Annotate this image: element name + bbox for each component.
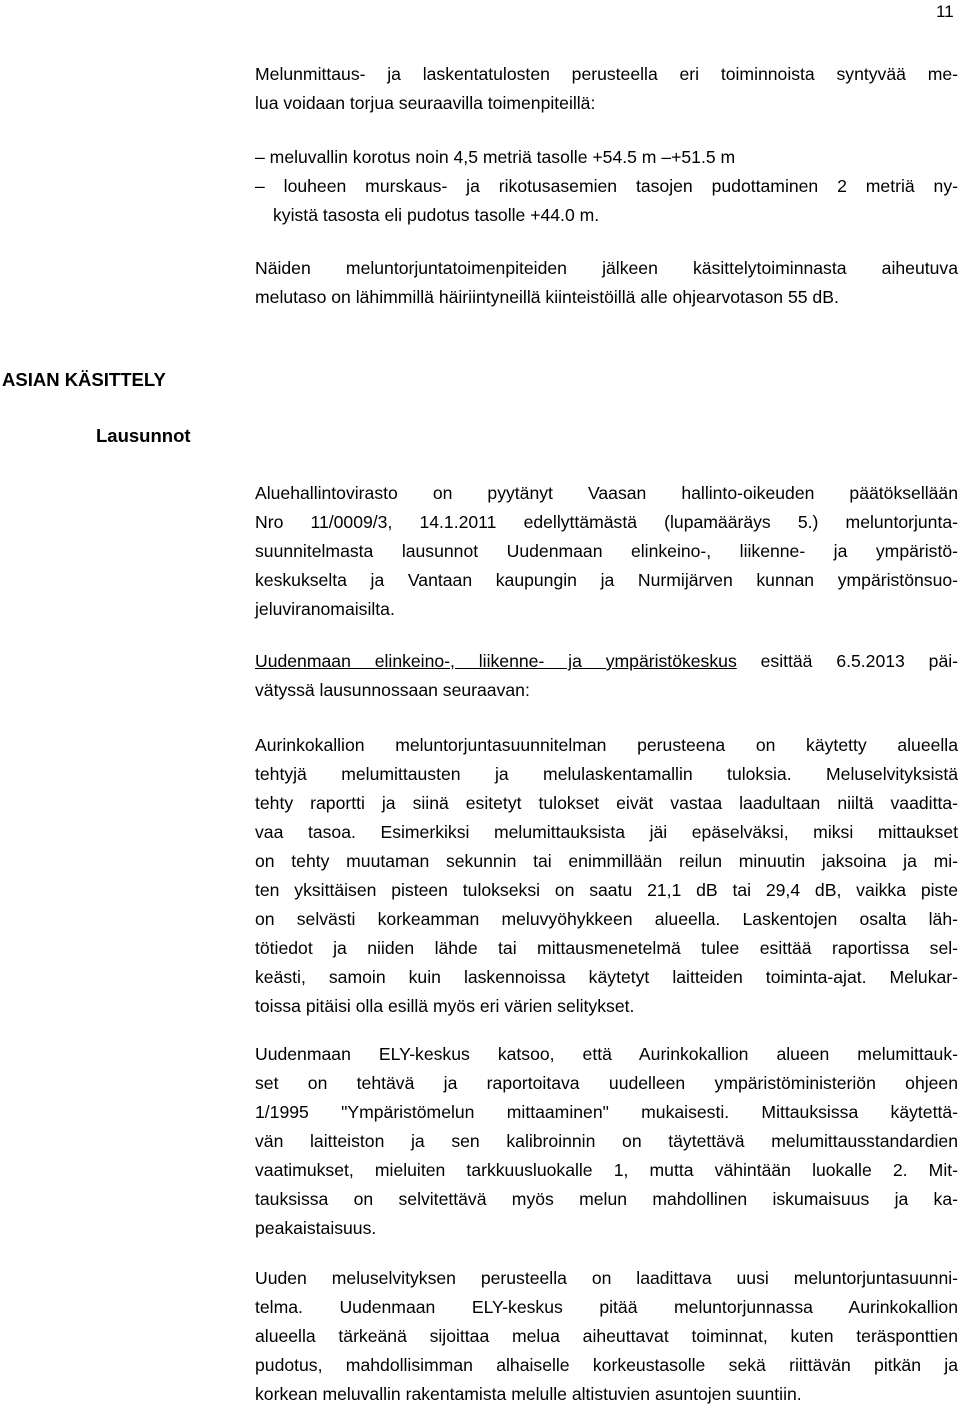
text-line: suunnitelmasta lausunnot Uudenmaan elinkeino-, liikenne- ja ympäristö- [255,541,958,561]
measures-list [255,143,958,230]
text-line: Uudenmaan ELY-keskus katsoo, että Aurinkokallion alueen melumittauk- [255,1044,958,1064]
text-line: on selvästi korkeamman meluvyöhykkeen alueella. Laskentojen osalta läh- [255,909,958,929]
text-line: toissa pitäisi olla esillä myös eri värien selitykset. [255,996,635,1016]
text-line [255,647,958,676]
list-item-continuation: kyistä tasosta eli pudotus tasolle +44.0 m. [273,205,600,225]
statements-request-paragraph [255,479,958,624]
text-line: tehty raportti ja siinä esitetyt tulokset eivät vastaa laadultaan niiltä vaaditta- [255,793,958,813]
text-line: korkean meluvallin rakentamista melulle altistuvien asuntojen suuntiin. [255,1384,802,1404]
ely-intro-rest: esittää 6.5.2013 päi- [736,651,958,671]
section-heading: ASIAN KÄSITTELY [2,369,166,390]
text-line: Uuden meluselvityksen perusteella on laadittava uusi meluntorjuntasuunni- [255,1268,958,1288]
ely-paragraph-3 [255,1264,958,1409]
ely-paragraph-1 [255,731,958,1021]
text-line: pudotus, mahdollisimman alhaiselle korkeustasolle sekä riittävän pitkän ja [255,1355,958,1375]
ely-paragraph-2 [255,1040,958,1243]
ely-name-underlined: Uudenmaan elinkeino-, liikenne- ja ympäristökeskus [255,651,737,671]
subheading: Lausunnot [96,425,191,446]
text-line: peakaistaisuus. [255,1218,377,1238]
noise-level-paragraph [255,254,958,312]
list-item: – meluvallin korotus noin 4,5 metriä tasolle +54.5 m –+51.5 m [255,147,736,167]
ely-intro-paragraph [255,647,958,705]
text-line: on tehty muutaman sekunnin tai enimmillään reilun minuutin jaksoina ja mi- [255,851,958,871]
text-line: tötiedot ja niiden lähde tai mittausmenetelmä tulee esittää raportissa sel- [255,938,958,958]
text-line: melutaso on lähimmillä häiriintyneillä kiinteistöillä alle ohjearvotason 55 dB. [255,287,839,307]
text-line: keästi, samoin kuin laskennoissa käytetyt laitteiden toiminta-ajat. Melukar- [255,967,958,987]
text-line: jeluviranomaisilta. [255,599,395,619]
text-line: Melunmittaus- ja laskentatulosten perusteella eri toiminnoista syntyvää me- [255,64,958,84]
page-number: 11 [936,2,954,21]
text-line: vaa tasoa. Esimerkiksi melumittauksista jäi epäselväksi, miksi mittaukset [255,822,958,842]
list-item: – louheen murskaus- ja rikotusasemien tasojen pudottaminen 2 metriä ny- [255,176,958,196]
text-line: alueella tärkeänä sijoittaa melua aiheuttavat toiminnat, kuten teräsponttien [255,1326,958,1346]
text-line: keskukselta ja Vantaan kaupungin ja Nurmijärven kunnan ympäristönsuo- [255,570,958,590]
text-line: telma. Uudenmaan ELY-keskus pitää meluntorjunnassa Aurinkokallion [255,1297,958,1317]
text-line: vaatimukset, mieluiten tarkkuusluokalle 1, mutta vähintään luokalle 2. Mit- [255,1160,958,1180]
text-line: 1/1995 "Ympäristömelun mittaaminen" mukaisesti. Mittauksissa käytettä- [255,1102,958,1122]
text-line: Aurinkokallion meluntorjuntasuunnitelman perusteena on käytetty alueella [255,735,958,755]
intro-paragraph [255,60,958,118]
text-line: lua voidaan torjua seuraavilla toimenpiteillä: [255,93,596,113]
text-line: Nro 11/0009/3, 14.1.2011 edellyttämästä (lupamääräys 5.) meluntorjunta- [255,512,958,532]
text-line: set on tehtävä ja raportoitava uudelleen ympäristöministeriön ohjeen [255,1073,958,1093]
text-line: Aluehallintovirasto on pyytänyt Vaasan hallinto-oikeuden päätöksellään [255,483,958,503]
text-line: vän laitteiston ja sen kalibroinnin on täytettävä melumittausstandardien [255,1131,958,1151]
text-line: tehtyjä melumittausten ja melulaskentamallin tuloksia. Meluselvityksistä [255,764,958,784]
text-line: Näiden meluntorjuntatoimenpiteiden jälkeen käsittelytoiminnasta aiheutuva [255,258,958,278]
text-line: tauksissa on selvitettävä myös melun mahdollinen iskumaisuus ja ka- [255,1189,958,1209]
text-line: ten yksittäisen pisteen tulokseksi on saatu 21,1 dB tai 29,4 dB, vaikka piste [255,880,958,900]
text-line: vätyssä lausunnossaan seuraavan: [255,680,530,700]
